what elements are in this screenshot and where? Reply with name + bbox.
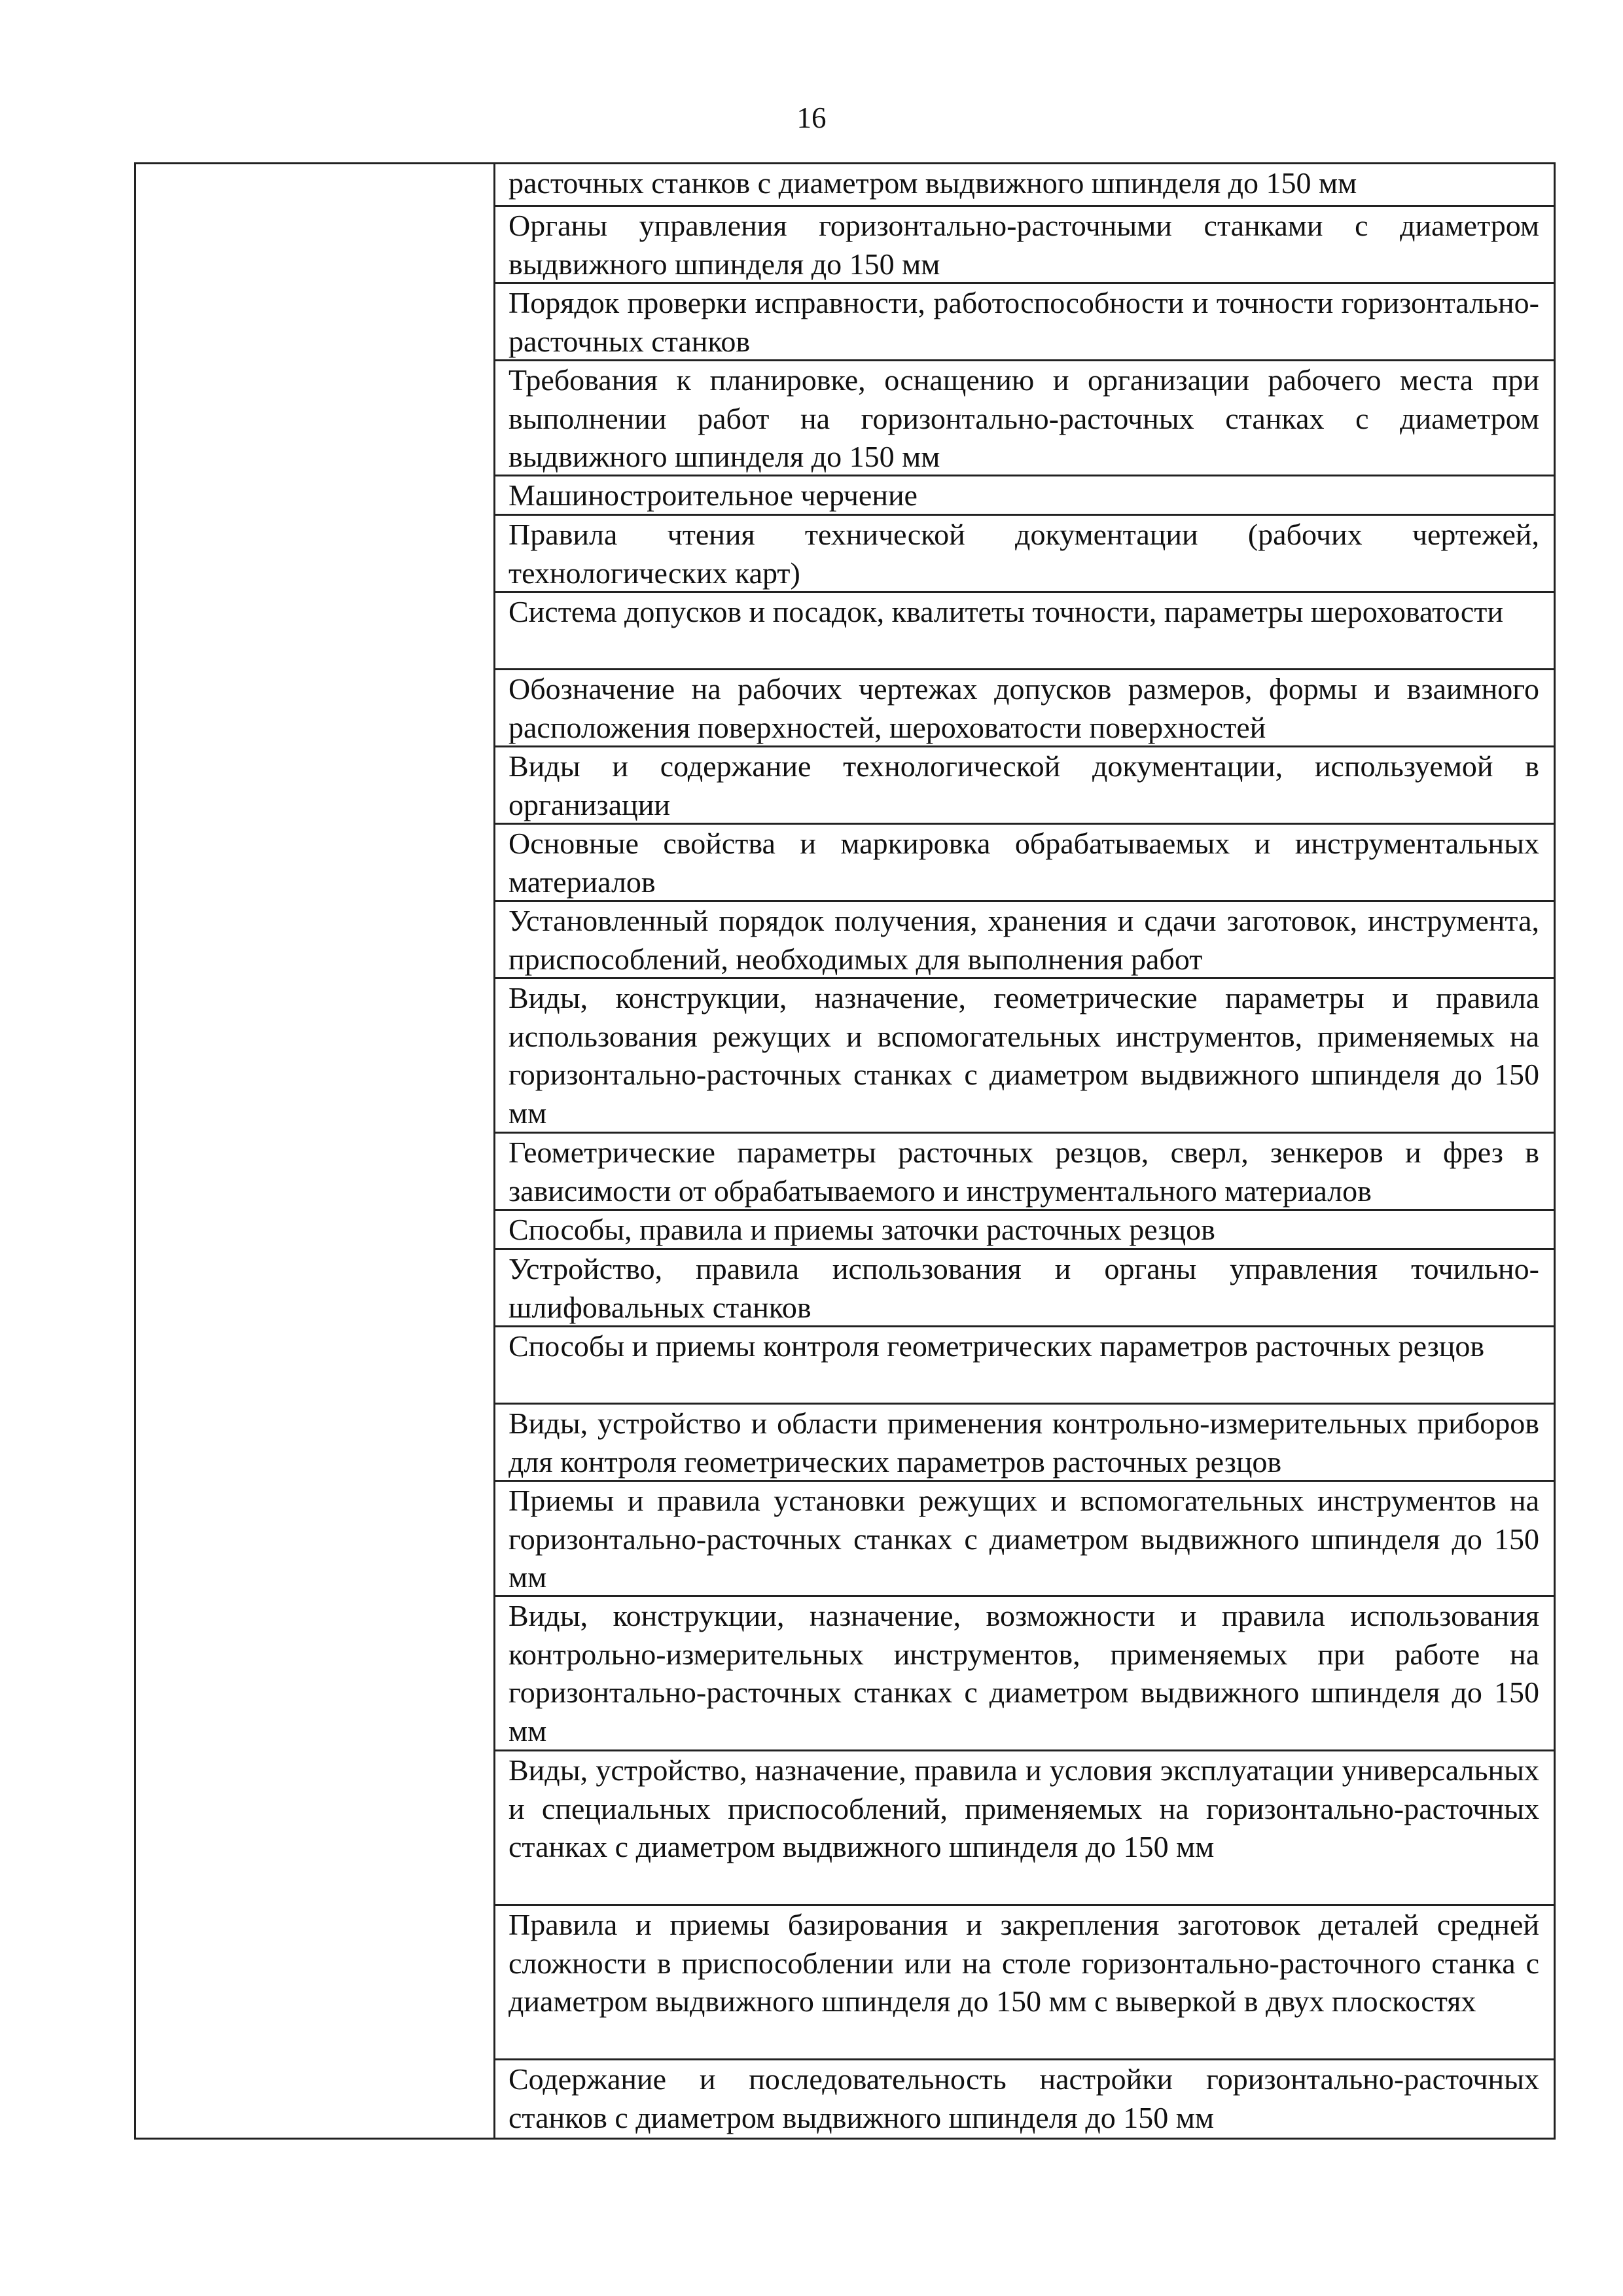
knowledge-item: расточных станков с диаметром выдвижного шпинделя до 150 мм bbox=[495, 164, 1554, 207]
knowledge-item: Способы, правила и приемы заточки расточных резцов bbox=[495, 1211, 1554, 1250]
knowledge-item: Виды и содержание технологической документации, используемой в организации bbox=[495, 747, 1554, 825]
knowledge-item: Способы и приемы контроля геометрических параметров расточных резцов bbox=[495, 1327, 1554, 1405]
knowledge-item: Машиностроительное черчение bbox=[495, 476, 1554, 516]
knowledge-list-cell bbox=[495, 164, 1555, 2139]
knowledge-item: Основные свойства и маркировка обрабатываемых и инструментальных материалов bbox=[495, 825, 1554, 902]
page-number: 16 bbox=[796, 101, 827, 134]
knowledge-item: Порядок проверки исправности, работоспособности и точности горизонтально-расточных станков bbox=[495, 284, 1554, 361]
knowledge-item: Приемы и правила установки режущих и вспомогательных инструментов на горизонтально-расточных станках с диаметром выдвижного шпинделя до 150 мм bbox=[495, 1482, 1554, 1597]
knowledge-item: Правила чтения технической документации (рабочих чертежей, технологических карт) bbox=[495, 516, 1554, 593]
requirements-table bbox=[134, 162, 1556, 2140]
table-row bbox=[135, 164, 1555, 2139]
knowledge-item: Виды, устройство и области применения контрольно-измерительных приборов для контроля геометрических параметров расточных резцов bbox=[495, 1405, 1554, 1482]
knowledge-item: Содержание и последовательность настройки горизонтально-расточных станков с диаметром выдвижного шпинделя до 150 мм bbox=[508, 2062, 1539, 2134]
knowledge-item: Установленный порядок получения, хранения и сдачи заготовок, инструмента, приспособлений, необходимых для выполнения работ bbox=[495, 902, 1554, 979]
knowledge-item: Виды, конструкции, назначение, возможности и правила использования контрольно-измерительных инструментов, применяемых при работе на горизонтально-расточных станках с диаметром выдвижного шпинделя до 150 мм bbox=[495, 1597, 1554, 1751]
empty-left-column-cell bbox=[135, 164, 495, 2139]
knowledge-item: Виды, конструкции, назначение, геометрические параметры и правила использования режущих и вспомогательных инструментов, применяемых на горизонтально-расточных станках с диаметром выдвижного шпинделя до 150 мм bbox=[495, 979, 1554, 1134]
knowledge-item: Обозначение на рабочих чертежах допусков размеров, формы и взаимного расположения поверхностей, шероховатости поверхностей bbox=[495, 670, 1554, 747]
knowledge-item: Требования к планировке, оснащению и организации рабочего места при выполнении работ на горизонтально-расточных станках с диаметром выдвижного шпинделя до 150 мм bbox=[495, 361, 1554, 476]
knowledge-item: Правила и приемы базирования и закрепления заготовок деталей средней сложности в приспособлении или на столе горизонтально-расточного станка с диаметром выдвижного шпинделя до 150 мм с выверкой в двух плоскостях bbox=[495, 1906, 1554, 2060]
knowledge-item: Геометрические параметры расточных резцов, сверл, зенкеров и фрез в зависимости от обрабатываемого и инструментального материалов bbox=[495, 1134, 1554, 1211]
knowledge-item: Органы управления горизонтально-расточными станками с диаметром выдвижного шпинделя до 150 мм bbox=[495, 207, 1554, 284]
knowledge-item: Виды, устройство, назначение, правила и условия эксплуатации универсальных и специальных приспособлений, применяемых на горизонтально-расточных станках с диаметром выдвижного шпинделя до 150 мм bbox=[495, 1751, 1554, 1906]
knowledge-item: Система допусков и посадок, квалитеты точности, параметры шероховатости bbox=[495, 593, 1554, 670]
knowledge-item: Устройство, правила использования и органы управления точильно-шлифовальных станков bbox=[495, 1250, 1554, 1327]
